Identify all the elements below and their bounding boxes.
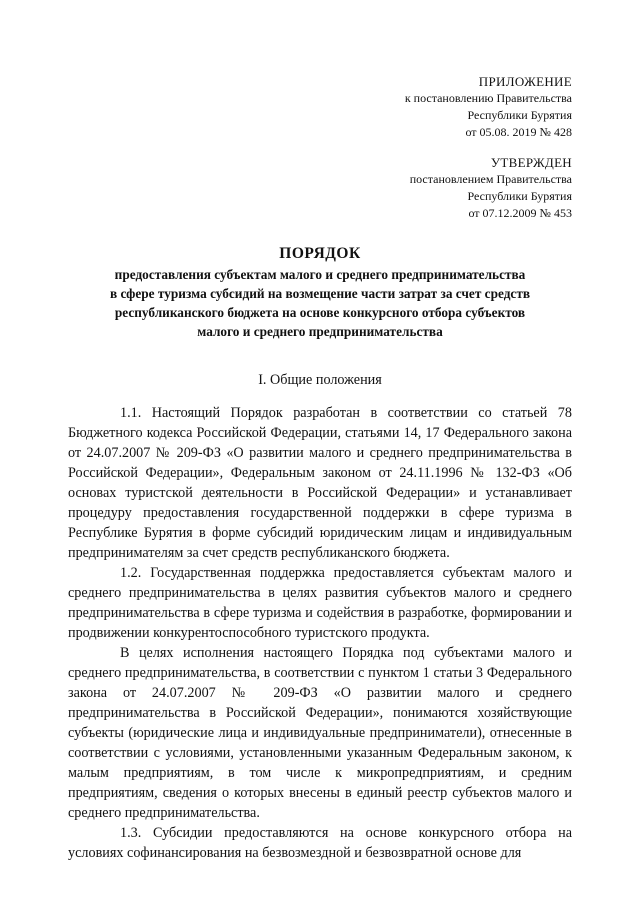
paragraph-1-3: 1.3. Субсидии предоставляются на основе конкурсного отбора на условиях софинансирования на безвозмездной и безвозвратной основе для (68, 825, 572, 861)
title-line-2: в сфере туризма субсидий на возмещение части затрат за счет средств (109, 286, 531, 301)
appendix-line-2: Республики Бурятия (467, 108, 572, 122)
title-line-4: малого и среднего предпринимательства (197, 324, 443, 339)
approved-block (410, 154, 572, 222)
section-heading: I. Общие положения (258, 372, 382, 388)
title-line-1: предоставления субъектам малого и среднего предпринимательства (114, 267, 526, 282)
approved-line-3: от 07.12.2009 № 453 (468, 206, 572, 220)
title-line-3: республиканского бюджета на основе конкурсного отбора субъектов (114, 305, 526, 320)
approved-line-2: Республики Бурятия (467, 189, 572, 203)
paragraph-1-2: 1.2. Государственная поддержка предоставляется субъектам малого и среднего предпринимательства в целях развития субъектов малого и среднего предпринимательства в сфере туризма и содействия в разработке, формировании и продвижении конкурентоспособного туристского продукта. (68, 565, 572, 641)
paragraph-1-1: 1.1. Настоящий Порядок разработан в соответствии со статьей 78 Бюджетного кодекса Российской Федерации, статьями 14, 17 Федерального закона от 24.07.2007 № 209-ФЗ «О развитии малого и среднего предпринимательства в Российской Федерации», Федеральным законом от 24.11.1996 № 132-ФЗ «Об основах туристской деятельности в Российской Федерации» и устанавливает процедуру предоставления государственной поддержки в сфере туризма в Республике Бурятия в форме субсидий юридическим лицам и индивидуальным предпринимателям за счет средств республиканского бюджета. (68, 405, 572, 561)
approved-line-1: постановлением Правительства (409, 172, 572, 186)
appendix-line-1: к постановлению Правительства (404, 91, 572, 105)
appendix-block (405, 73, 572, 141)
approved-label: УТВЕРЖДЕН (490, 155, 572, 170)
document-title: ПОРЯДОК (279, 245, 361, 262)
document-title-block (68, 243, 572, 341)
paragraph-sme-definition: В целях исполнения настоящего Порядка под субъектами малого и среднего предпринимательства, в соответствии с пунктом 1 статьи 3 Федерального закона от 24.07.2007 № 209-ФЗ «О развитии малого и среднего предпринимательства в Российской Федерации», понимаются хозяйствующие субъекты (юридические лица и индивидуальные предприниматели), отнесенные в соответствии с условиями, установленными указанным Федеральным законом, к малым предприятиям, в том числе к микропредприятиям, и средним предприятиям, сведения о которых внесены в единый реестр субъектов малого и среднего предпринимательства. (68, 645, 572, 821)
appendix-label: ПРИЛОЖЕНИЕ (478, 74, 572, 89)
appendix-line-3: от 05.08. 2019 № 428 (465, 125, 572, 139)
body-text (68, 403, 572, 863)
